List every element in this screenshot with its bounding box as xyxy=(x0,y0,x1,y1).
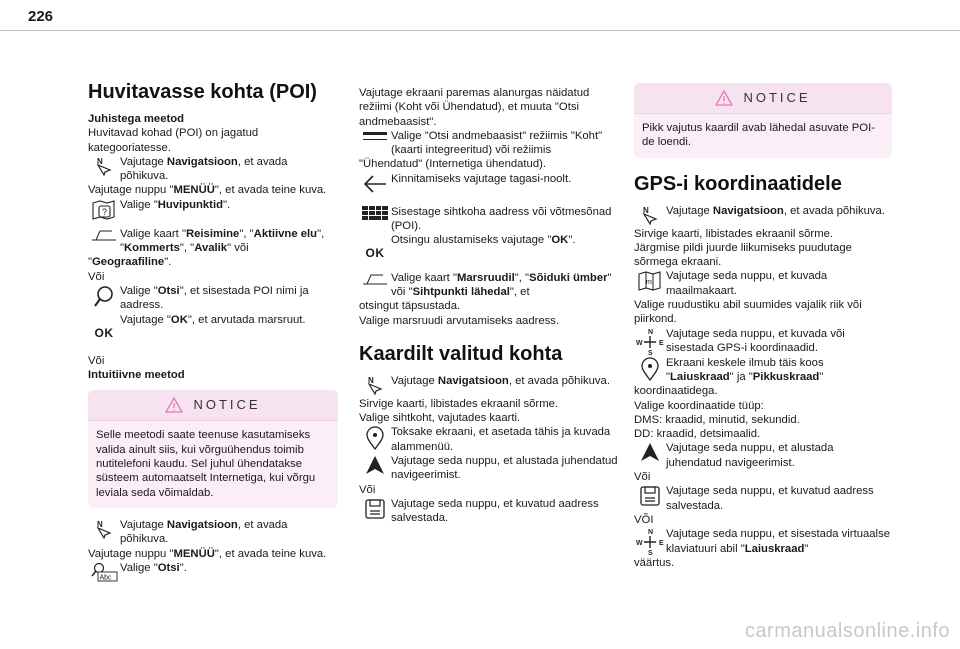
location-pin-icon xyxy=(634,356,666,381)
search-icon xyxy=(88,284,120,309)
text: ", " xyxy=(179,242,195,255)
notice-header xyxy=(634,83,892,113)
or-text: Või xyxy=(88,354,105,367)
notice-text: Pikk vajutus kaardil avab lähedal asuvate POI-de loendi. xyxy=(634,113,892,158)
svg-text:W: W xyxy=(636,540,643,548)
ok-icon: OK xyxy=(94,325,114,340)
text: Vajutage seda nuppu, et kuvada maailmakaart. xyxy=(666,270,828,297)
svg-text:W: W xyxy=(636,339,643,347)
paragraph-menu xyxy=(88,183,338,197)
text: ", xyxy=(317,227,325,240)
step-gps xyxy=(634,327,892,356)
text: ", et avada teine kuva. xyxy=(214,547,327,560)
back-arrow-icon xyxy=(359,172,391,195)
text-bold: Reisimine xyxy=(185,227,240,240)
text-bold: Huvipunktid xyxy=(157,198,223,211)
paragraph: Sirvige kaarti, libistades ekraanil sõrme. xyxy=(634,227,834,240)
paragraph: Valige ruudustiku abil suumides vajalik riik või piirkond. xyxy=(634,299,862,326)
navigation-icon xyxy=(88,155,120,178)
text: , et avada põhikuva. xyxy=(783,204,885,217)
compass-icon xyxy=(634,327,666,356)
step-navigation-2 xyxy=(88,518,338,547)
text-bold: OK xyxy=(170,313,188,326)
text: ". xyxy=(164,256,172,269)
navigation-arrow-icon xyxy=(634,441,666,462)
svg-text:N: N xyxy=(648,328,654,336)
text: " xyxy=(120,242,125,255)
text: Vajutage xyxy=(666,204,713,217)
text: Vajutage seda nuppu, et kuvatud aadress salvestada. xyxy=(391,497,599,525)
step-search xyxy=(88,284,338,313)
step-guidance xyxy=(634,441,892,470)
warning-icon xyxy=(165,397,183,413)
text: Vajutage " xyxy=(120,313,171,326)
watermark: carmanualsonline.info xyxy=(744,620,950,642)
world-map-icon xyxy=(634,269,666,292)
step-back xyxy=(359,172,619,195)
paragraph-menu xyxy=(88,547,338,561)
step-save xyxy=(359,497,619,526)
text-bold: MENÜÜ xyxy=(173,184,215,197)
text: Kinnitamiseks vajutage tagasi-noolt. xyxy=(391,172,572,185)
navigation-arrow-icon xyxy=(359,454,391,475)
page-number: 226 xyxy=(28,8,54,25)
location-pin-icon xyxy=(359,425,391,450)
paragraph: koordinaatidega. xyxy=(634,385,718,398)
header-rule xyxy=(0,30,960,31)
or-text: Või xyxy=(634,471,651,484)
text: " või xyxy=(227,242,249,255)
paragraph: Valige sihtkoht, vajutades kaarti. xyxy=(359,412,521,425)
step-otsi xyxy=(88,561,338,582)
text: Vajutage seda nuppu, et sisestada virtuaalse klaviatuuri abil " xyxy=(666,528,890,555)
svg-text:N: N xyxy=(648,529,654,537)
step-latitude xyxy=(634,527,892,556)
paragraph xyxy=(88,255,338,269)
text: , et avada põhikuva. xyxy=(120,155,288,183)
search-keyboard-icon xyxy=(88,561,120,582)
text: ". xyxy=(179,561,187,574)
text: ", " xyxy=(514,271,530,284)
text: ". xyxy=(223,198,231,211)
text: , et avada põhikuva. xyxy=(508,374,610,387)
text-bold: Navigatsioon xyxy=(166,518,238,531)
save-icon xyxy=(634,484,666,507)
text: " või " xyxy=(391,271,612,298)
text: Valige kaart " xyxy=(120,227,186,240)
text: ", et avada teine kuva. xyxy=(214,184,327,197)
text: Valige " xyxy=(120,561,158,574)
text: Vajutage xyxy=(120,518,167,531)
notice-box xyxy=(88,390,338,507)
paragraph: Huvitavad kohad (POI) on jagatud kategooriatesse. xyxy=(88,127,259,154)
save-icon xyxy=(359,497,391,520)
text: ", et arvutada marsruut. xyxy=(187,313,306,326)
text: " ja " xyxy=(729,370,753,383)
step-ok xyxy=(88,313,338,340)
navigation-icon xyxy=(359,374,391,397)
svg-text:S: S xyxy=(648,550,653,557)
step-keyboard xyxy=(359,205,619,234)
step-ok xyxy=(359,233,619,260)
text: Toksake ekraani, et asetada tähis ja kuvada alammenüü. xyxy=(391,426,611,453)
svg-text:N: N xyxy=(97,156,103,166)
step-pin xyxy=(634,356,892,385)
text-bold: Laiuskraad xyxy=(670,370,730,383)
svg-text:N: N xyxy=(643,205,649,215)
notice-text: Selle meetodi saate teenuse kasutamiseks valida ainult siis, kui võrguühendus toimib nutitelefoni kaudu. Sel juhul ühendatakse süsteem automaatselt Internetiga, kui võrgu leviala seda võimaldab. xyxy=(88,420,338,507)
paragraph: DMS: kraadid, minutid, sekundid. xyxy=(634,413,800,426)
step-category-tab xyxy=(88,227,338,256)
text: ". xyxy=(568,234,576,247)
svg-text:S: S xyxy=(648,349,653,356)
step-world-map xyxy=(634,269,892,298)
text-bold: Laiuskraad xyxy=(744,542,805,555)
text: Vajutage nuppu " xyxy=(88,184,174,197)
section-title-poi: Huvitavasse kohta (POI) xyxy=(88,81,317,103)
step-save xyxy=(634,484,892,513)
paragraph: Järgmise pildi juurde liikumiseks puudutage sõrmega ekraani. xyxy=(634,241,852,269)
step-marker xyxy=(359,425,619,454)
text-bold: Navigatsioon xyxy=(166,155,238,168)
text-bold: Kommerts xyxy=(124,242,180,255)
navigation-icon xyxy=(88,518,120,541)
text: " xyxy=(804,542,809,555)
paragraph: Vajutage ekraani paremas alanurgas näidatud režiimi (Koht või Ühendatud), et muuta "Otsi andmebaasist". xyxy=(359,87,590,128)
text: Ekraani keskele ilmub täis koos " xyxy=(666,356,824,383)
paragraph: Valige marsruudi arvutamiseks aadress. xyxy=(359,314,560,327)
bar-icon xyxy=(359,129,391,144)
text: Vajutage xyxy=(120,155,167,168)
paragraph: Sirvige kaarti, libistades ekraanil sõrme. xyxy=(359,397,559,410)
column-3 xyxy=(634,80,892,571)
text-bold: Marsruudil xyxy=(456,271,515,284)
step-filter-tab xyxy=(359,271,619,300)
text: ", " xyxy=(239,227,254,240)
text: Vajutage seda nuppu, et kuvada või sisestada GPS-i koordinaadid. xyxy=(666,327,845,354)
or-text: Või xyxy=(359,483,376,496)
text-bold: Sihtpunkti lähedal xyxy=(412,285,510,298)
svg-text:E: E xyxy=(659,540,664,548)
text: Otsingu alustamiseks vajutage " xyxy=(391,234,552,247)
text-bold: Otsi xyxy=(157,561,180,574)
subheading-guided: Juhistega meetod xyxy=(88,113,185,125)
section-title-map: Kaardilt valitud kohta xyxy=(359,342,563,365)
tab-icon xyxy=(359,271,391,286)
text: Vajutage seda nuppu, et alustada juhendatud navigeerimist. xyxy=(391,455,618,482)
text-bold: Geograafiline xyxy=(92,256,165,269)
text: , et avada põhikuva. xyxy=(120,518,288,546)
navigation-icon xyxy=(634,204,666,227)
text-bold: Otsi xyxy=(157,284,180,297)
poi-map-icon xyxy=(88,198,120,221)
text-bold: Sõiduki ümber xyxy=(529,271,608,284)
step-navigation xyxy=(88,155,338,184)
section-title-gps: GPS-i koordinaatidele xyxy=(634,172,842,195)
text-bold: Navigatsioon xyxy=(437,374,509,387)
notice-title: NOTICE xyxy=(193,397,261,413)
step-navigation xyxy=(359,374,619,397)
text: Vajutage xyxy=(391,374,438,387)
keyboard-icon xyxy=(359,205,391,224)
column-2 xyxy=(359,86,619,526)
svg-text:?: ? xyxy=(102,206,108,217)
column-1 xyxy=(88,80,338,582)
svg-text:N: N xyxy=(97,519,103,529)
text: Sisestage sihtkoha aadress või võtmesõnad (POI). xyxy=(391,205,612,233)
text: Valige " xyxy=(120,284,158,297)
text: ", et sisestada POI nimi ja aadress. xyxy=(120,284,309,312)
ok-icon: OK xyxy=(365,246,385,261)
svg-text:m: m xyxy=(646,279,652,287)
text-bold: Pikkuskraad xyxy=(752,370,820,383)
notice-box xyxy=(634,83,892,158)
text: Vajutage nuppu " xyxy=(88,547,174,560)
text-bold: Aktiivne elu xyxy=(253,227,318,240)
paragraph: DD: kraadid, detsimaalid. xyxy=(634,428,761,441)
step-database xyxy=(359,129,619,158)
text: " xyxy=(88,256,93,269)
paragraph: Valige koordinaatide tüüp: xyxy=(634,399,764,412)
paragraph: väärtus. xyxy=(634,557,675,570)
paragraph: "Ühendatud" (Internetiga ühendatud). xyxy=(359,158,547,171)
text: Valige " xyxy=(120,198,158,211)
text: ", et xyxy=(509,285,530,298)
subheading-intuitive: Intuitiivne meetod xyxy=(88,369,185,382)
text: Valige "Otsi andmebaasist" režiimis "Koht" (kaarti integreeritud) või režiimis xyxy=(391,129,603,157)
step-navigation xyxy=(634,204,892,227)
tab-icon xyxy=(88,227,120,242)
step-huvipunktid xyxy=(88,198,338,221)
svg-text:Abc: Abc xyxy=(99,574,112,582)
svg-text:E: E xyxy=(659,339,664,347)
compass-icon xyxy=(634,527,666,556)
text: " xyxy=(819,370,824,383)
text: Vajutage seda nuppu, et kuvatud aadress salvestada. xyxy=(666,485,874,512)
warning-icon xyxy=(715,90,733,106)
text: Vajutage seda nuppu, et alustada juhendatud navigeerimist. xyxy=(666,442,834,469)
text-bold: OK xyxy=(551,234,569,247)
paragraph: otsingut täpsustada. xyxy=(359,300,461,313)
or-text: VÕI xyxy=(634,513,654,526)
notice-header xyxy=(88,390,338,420)
text-bold: Navigatsioon xyxy=(712,204,784,217)
notice-title: NOTICE xyxy=(743,89,811,105)
text: Valige kaart " xyxy=(391,271,457,284)
text-bold: MENÜÜ xyxy=(173,547,215,560)
step-guidance xyxy=(359,454,619,483)
or-text: Või xyxy=(88,270,105,283)
svg-text:N: N xyxy=(368,375,374,385)
text-bold: Avalik xyxy=(194,242,228,255)
